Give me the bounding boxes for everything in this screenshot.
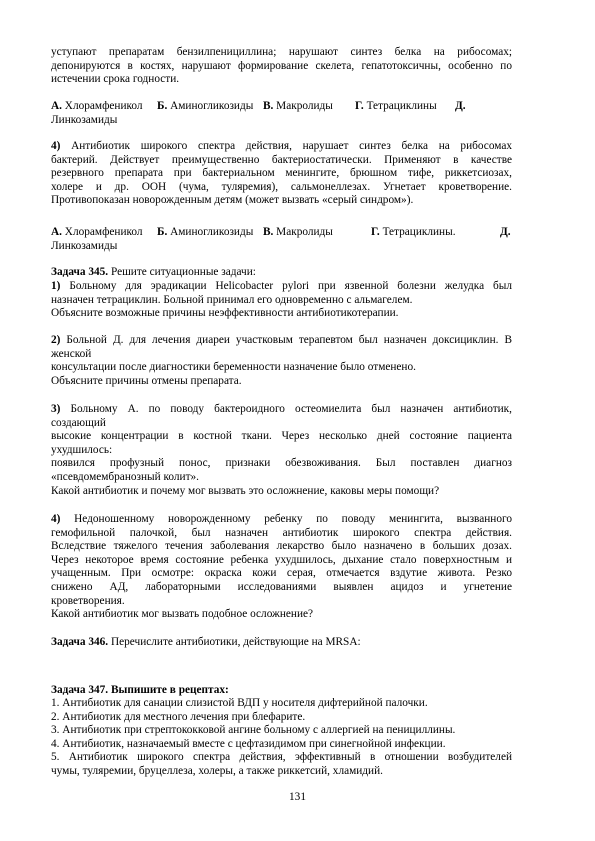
question-line: Объясните возможные причины неэффективности антибиотикотерапии. (51, 307, 399, 320)
task-345-question-3 (51, 403, 512, 498)
question-number: 3) (51, 403, 61, 415)
intro-paragraph (51, 46, 512, 87)
options-row (51, 226, 512, 240)
question-line: Какой антибиотик мог вызвать подобное осложнение? (51, 608, 314, 621)
task-347 (51, 684, 512, 698)
question-line: снижено АД, лабораторными исследованиями выявлен ацидоз и угнетение (51, 580, 512, 593)
question-line: высокие концентрации в костной ткани. Через несколько дней состояние пациента (51, 430, 512, 443)
task-347-list (51, 697, 512, 779)
question-line: учащенным. При осмотре: окраска кожи серая, отмечается вздутие живота. Резко (51, 567, 512, 580)
task-345-question-4 (51, 513, 512, 622)
option-g: Г. Тетрациклины (355, 100, 437, 112)
answer-options-1 (51, 100, 512, 127)
item-line: Антибиотик широкого спектра действия, нарушает синтез белка на рибосомах (60, 140, 512, 152)
item-4-paragraph (51, 140, 512, 208)
question-line: «псевдомембранозный колит». (51, 470, 199, 483)
question-line: Через некоторое время состояние ребенка ухудшилось, дыхание стало поверхностным и (51, 553, 512, 566)
intro-line: истечении срока годности. (51, 73, 180, 86)
intro-line: депонируются в костях, нарушают формирование скелета, гепатотоксичны, особенно по (51, 59, 512, 72)
option-d: Д. (455, 100, 466, 112)
list-item: чумы, туляремии, бруцеллеза, холеры, а также риккетсий, хламидий. (51, 764, 383, 777)
question-line: ухудшилось: (51, 443, 113, 456)
list-item: 1. Антибиотик для санации слизистой ВДП у носителя дифтерийной палочки. (51, 697, 428, 709)
option-g: Г. Тетрациклины. (371, 226, 456, 238)
question-line: появился профузный понос, признаки обезвоживания. Был поставлен диагноз (51, 457, 512, 470)
task-345-question-1 (51, 280, 512, 321)
task-text: Перечислите антибиотики, действующие на MRSA: (108, 636, 361, 648)
question-line: Больному А. по поводу бактероидного остеомиелита был назначен антибиотик, (60, 403, 512, 415)
task-title: Задача 346. (51, 636, 109, 648)
question-number: 2) (51, 334, 61, 346)
page-number: 131 (289, 791, 306, 803)
option-b: Б. Аминогликозиды (157, 226, 254, 238)
question-line: назначен тетрациклин. Больной принимал его одновременно с альмагелем. (51, 293, 413, 306)
option-v: В. Макролиды (263, 226, 333, 238)
item-line: резервного препарата при бактериальном менингите, брюшном тифе, риккетсиозах, (51, 167, 512, 180)
question-number: 1) (51, 280, 61, 292)
question-line: женской (51, 347, 92, 360)
option-d: Д. (500, 226, 511, 238)
question-number: 4) (51, 513, 61, 525)
list-item: 2. Антибиотик для местного лечения при блефарите. (51, 710, 306, 723)
question-line: создающий (51, 416, 106, 429)
option-v: В. Макролиды (263, 100, 333, 112)
item-line: холере и др. ООН (чума, туляремия), сальмонеллезах. Угнетает кроветворение. (51, 180, 512, 193)
question-line: Вследствие тяжелого течения заболевания лекарство было назначено в больших дозах. (51, 540, 512, 553)
option-a: А. Хлорамфеникол (51, 226, 143, 238)
item-line: бактерий. Действует преимущественно бактериостатически. Применяют в качестве (51, 153, 512, 166)
question-line: кроветворения. (51, 594, 125, 607)
option-d-text: Линкозамиды (51, 239, 118, 252)
task-prompt: Решите ситуационные задачи: (108, 266, 256, 278)
question-line: консультации после диагностики беременности назначение было отменено. (51, 361, 416, 374)
question-line: Объясните причины отмены препарата. (51, 374, 242, 387)
option-d-text: Линкозамиды (51, 113, 118, 126)
item-number: 4) (51, 140, 61, 152)
options-row (51, 100, 512, 114)
question-line: Недоношенному новорожденному ребенку по поводу менингита, вызванного (60, 513, 512, 525)
task-title: Задача 347. Выпишите в рецептах: (51, 684, 229, 696)
task-345-heading (51, 266, 512, 280)
list-item: 4. Антибиотик, назначаемый вместе с цефтазидимом при синегнойной инфекции. (51, 737, 446, 750)
option-b: Б. Аминогликозиды (157, 100, 254, 112)
answer-options-2 (51, 226, 512, 253)
list-item: 5. Антибиотик широкого спектра действия, эффективный в отношении возбудителей (51, 751, 512, 764)
task-title: Задача 345. (51, 266, 109, 278)
question-line: Какой антибиотик и почему мог вызвать это осложнение, каковы меры помощи? (51, 484, 440, 497)
task-346 (51, 636, 512, 650)
question-line: гемофильной палочкой, был назначен антибиотик широкого спектра действия. (51, 526, 512, 539)
list-item: 3. Антибиотик при стрептококковой ангине больному с аллергией на пенициллины. (51, 724, 456, 737)
question-line: Больной Д. для лечения диареи участковым терапевтом был назначен доксициклин. В (60, 334, 512, 346)
option-a: А. Хлорамфеникол (51, 100, 143, 112)
intro-line: уступают препаратам бензилпенициллина; нарушают синтез белка на рибосомах; (51, 46, 512, 58)
item-line: Противопоказан новорожденным детям (может вызвать «серый синдром»). (51, 194, 414, 207)
question-line: Больному для эрадикации Helicobacter pylori при язвенной болезни желудка был (60, 280, 512, 292)
task-345-question-2 (51, 334, 512, 388)
